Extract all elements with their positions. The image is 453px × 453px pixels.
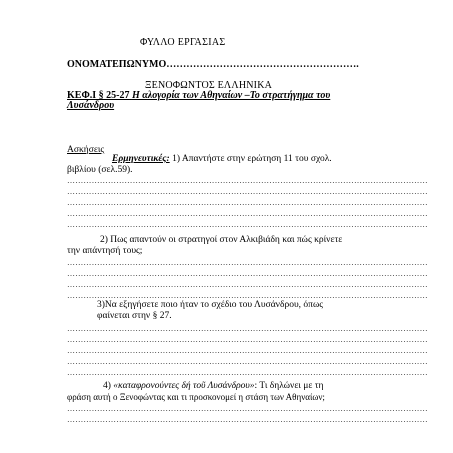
exercises-heading: Ασκήσεις [67, 145, 105, 155]
answer-line: …………………………………………………………………………………………………………………… [67, 404, 428, 413]
question-4-line-2: φράση αυτή ο Ξενοφώντας και τι προσκονομεί η στάση των Αθηναίων; [67, 392, 325, 402]
author-heading: ΞΕΝΟΦΩΝΤΟΣ ΕΛΛΗΝΙΚΑ [145, 80, 273, 91]
question-1-text-1: 1) Απαντήστε στην ερώτηση 11 του σχολ. [169, 154, 332, 164]
question-1-line-2: βιβλίου (σελ.59). [67, 165, 133, 175]
question-2-line-2: την απάντησή τους; [67, 246, 143, 256]
question-4-quote: «καταφρονούντες δή τοῦ Λυσάνδρου» [113, 381, 255, 391]
chapter-heading-cont [67, 101, 114, 111]
chapter-ref: ΚΕΦ.Ι § 25-27 [67, 90, 130, 101]
answer-line: …………………………………………………………………………………………………………………… [67, 220, 428, 229]
question-4-text-1: : Τι δηλώνει με τη [254, 381, 324, 391]
answer-line: …………………………………………………………………………………………………………………… [67, 258, 428, 267]
question-4-line-1 [103, 382, 324, 392]
answer-line: …………………………………………………………………………………………………………………… [67, 415, 428, 424]
question-2-line-1: 2) Πως απαντούν οι στρατηγοί στον Αλκιβιάδη και πώς κρίνετε [100, 235, 343, 245]
chapter-title-line-1: Η αλογορία των Αθηναίων –Το στρατήγημα του [131, 90, 331, 101]
answer-line: …………………………………………………………………………………………………………………… [67, 198, 428, 207]
answer-line: …………………………………………………………………………………………………………………… [67, 335, 428, 344]
answer-line: …………………………………………………………………………………………………………………… [67, 324, 428, 333]
question-3-line-1: 3)Να εξηγήσετε ποιο ήταν το σχέδιο του Λυσάνδρου, όπως [97, 300, 323, 310]
question-4-number: 4) [103, 381, 114, 391]
chapter-title-line-2: Λυσάνδρου [67, 100, 115, 111]
answer-line: …………………………………………………………………………………………………………………… [67, 269, 428, 278]
answer-line: …………………………………………………………………………………………………………………… [67, 291, 428, 300]
name-dots: …………………………………………………. [166, 59, 359, 70]
question-3-line-2: φαίνεται στην § 27. [97, 311, 172, 321]
answer-line: …………………………………………………………………………………………………………………… [67, 346, 428, 355]
answer-line: …………………………………………………………………………………………………………………… [67, 176, 428, 185]
answer-line: …………………………………………………………………………………………………………………… [67, 187, 428, 196]
worksheet-title: ΦΥΛΛΟ ΕΡΓΑΣΙΑΣ [140, 37, 226, 48]
answer-line: …………………………………………………………………………………………………………………… [67, 368, 428, 377]
student-name-line [67, 60, 359, 70]
answer-line: …………………………………………………………………………………………………………………… [67, 357, 428, 366]
name-label: ΟΝΟΜΑΤΕΠΩΝΥΜΟ [67, 59, 167, 70]
question-1-line-1 [112, 155, 332, 165]
answer-line: …………………………………………………………………………………………………………………… [67, 280, 428, 289]
question-1-label: Ερμηνευτικές: [112, 154, 170, 164]
answer-line: …………………………………………………………………………………………………………………… [67, 209, 428, 218]
